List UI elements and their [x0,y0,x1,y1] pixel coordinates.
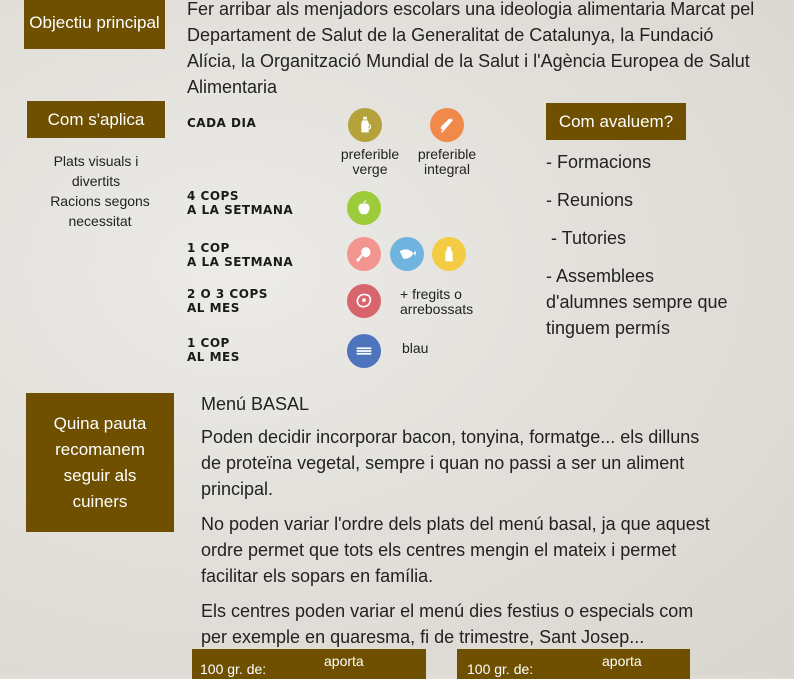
evaluate-item-3: - Tutories [546,228,627,248]
objective-label-box [24,0,165,49]
evaluate-item-1: - Formacions [546,152,652,172]
grain-label: preferible integral [417,146,477,177]
fried-label: + fregits o arrebossats [400,286,474,317]
wheat-icon [430,108,464,142]
freq-one-week: 1 COP A LA SETMANA [187,241,294,269]
freq-four-week: 4 COPS A LA SETMANA [187,189,294,217]
apply-item-2: Racions segons necessitat [50,193,150,229]
guideline-label: Quina pauta recomanem seguir als cuiners [53,413,147,511]
table-2-col1: 100 gr. de: [467,661,534,677]
evaluate-label-box [546,103,686,140]
chicken-leg-icon [347,237,381,271]
objective-text: Fer arribar als menjadors escolars una ideologia alimentaria Marcat pel Departament de Salut de la Generalitat de Catalunya, la Fundació Alícia, la Organització Mundial de la Salut i l'Agència Europea de Salut Alimentaria [187,0,755,97]
table-1-col1: 100 gr. de: [200,661,267,677]
freq-two-three-month: 2 O 3 COPS AL MES [187,287,268,315]
guideline-p1: Poden decidir incorporar bacon, tonyina, formatge... els dilluns de proteïna vegetal, sempre i quan no passi a ser un aliment principal. [201,427,700,499]
guideline-p2: No poden variar l'ordre dels plats del menú basal, ja que aquest ordre permet que tots els centres mengin el mateix i permet facilitar els sopars en família. [201,514,710,586]
red-meat-icon [347,284,381,318]
guideline-p3: Els centres poden variar el menú dies festius o especials com per exemple en quaresma, fi de trimestre, Sant Josep... [201,601,694,647]
oil-icon [348,108,382,142]
apply-item-1: Plats visuals i divertits [53,153,139,189]
apple-icon [347,191,381,225]
apply-label-box [27,101,165,138]
evaluate-item-2: - Reunions [546,190,634,210]
objective-label: Objectiu principal [29,12,160,32]
freq-every-day: CADA DIA [187,116,257,130]
apply-label: Com s'aplica [47,109,145,129]
dairy-icon [432,237,466,271]
freq-one-month: 1 COP AL MES [187,336,240,364]
evaluate-label: Com avaluem? [558,111,674,131]
blue-fish-icon [347,334,381,368]
oil-label: preferible verge [340,146,400,177]
table-1-col2: aporta [324,653,364,669]
guideline-label-box [26,393,174,532]
blue-label: blau [402,340,429,356]
fish-icon [390,237,424,271]
guideline-title: Menú BASAL [201,394,310,414]
table-2-col2: aporta [602,653,642,669]
evaluate-item-4: - Assemblees d'alumnes sempre que tinguem permís [546,266,728,338]
